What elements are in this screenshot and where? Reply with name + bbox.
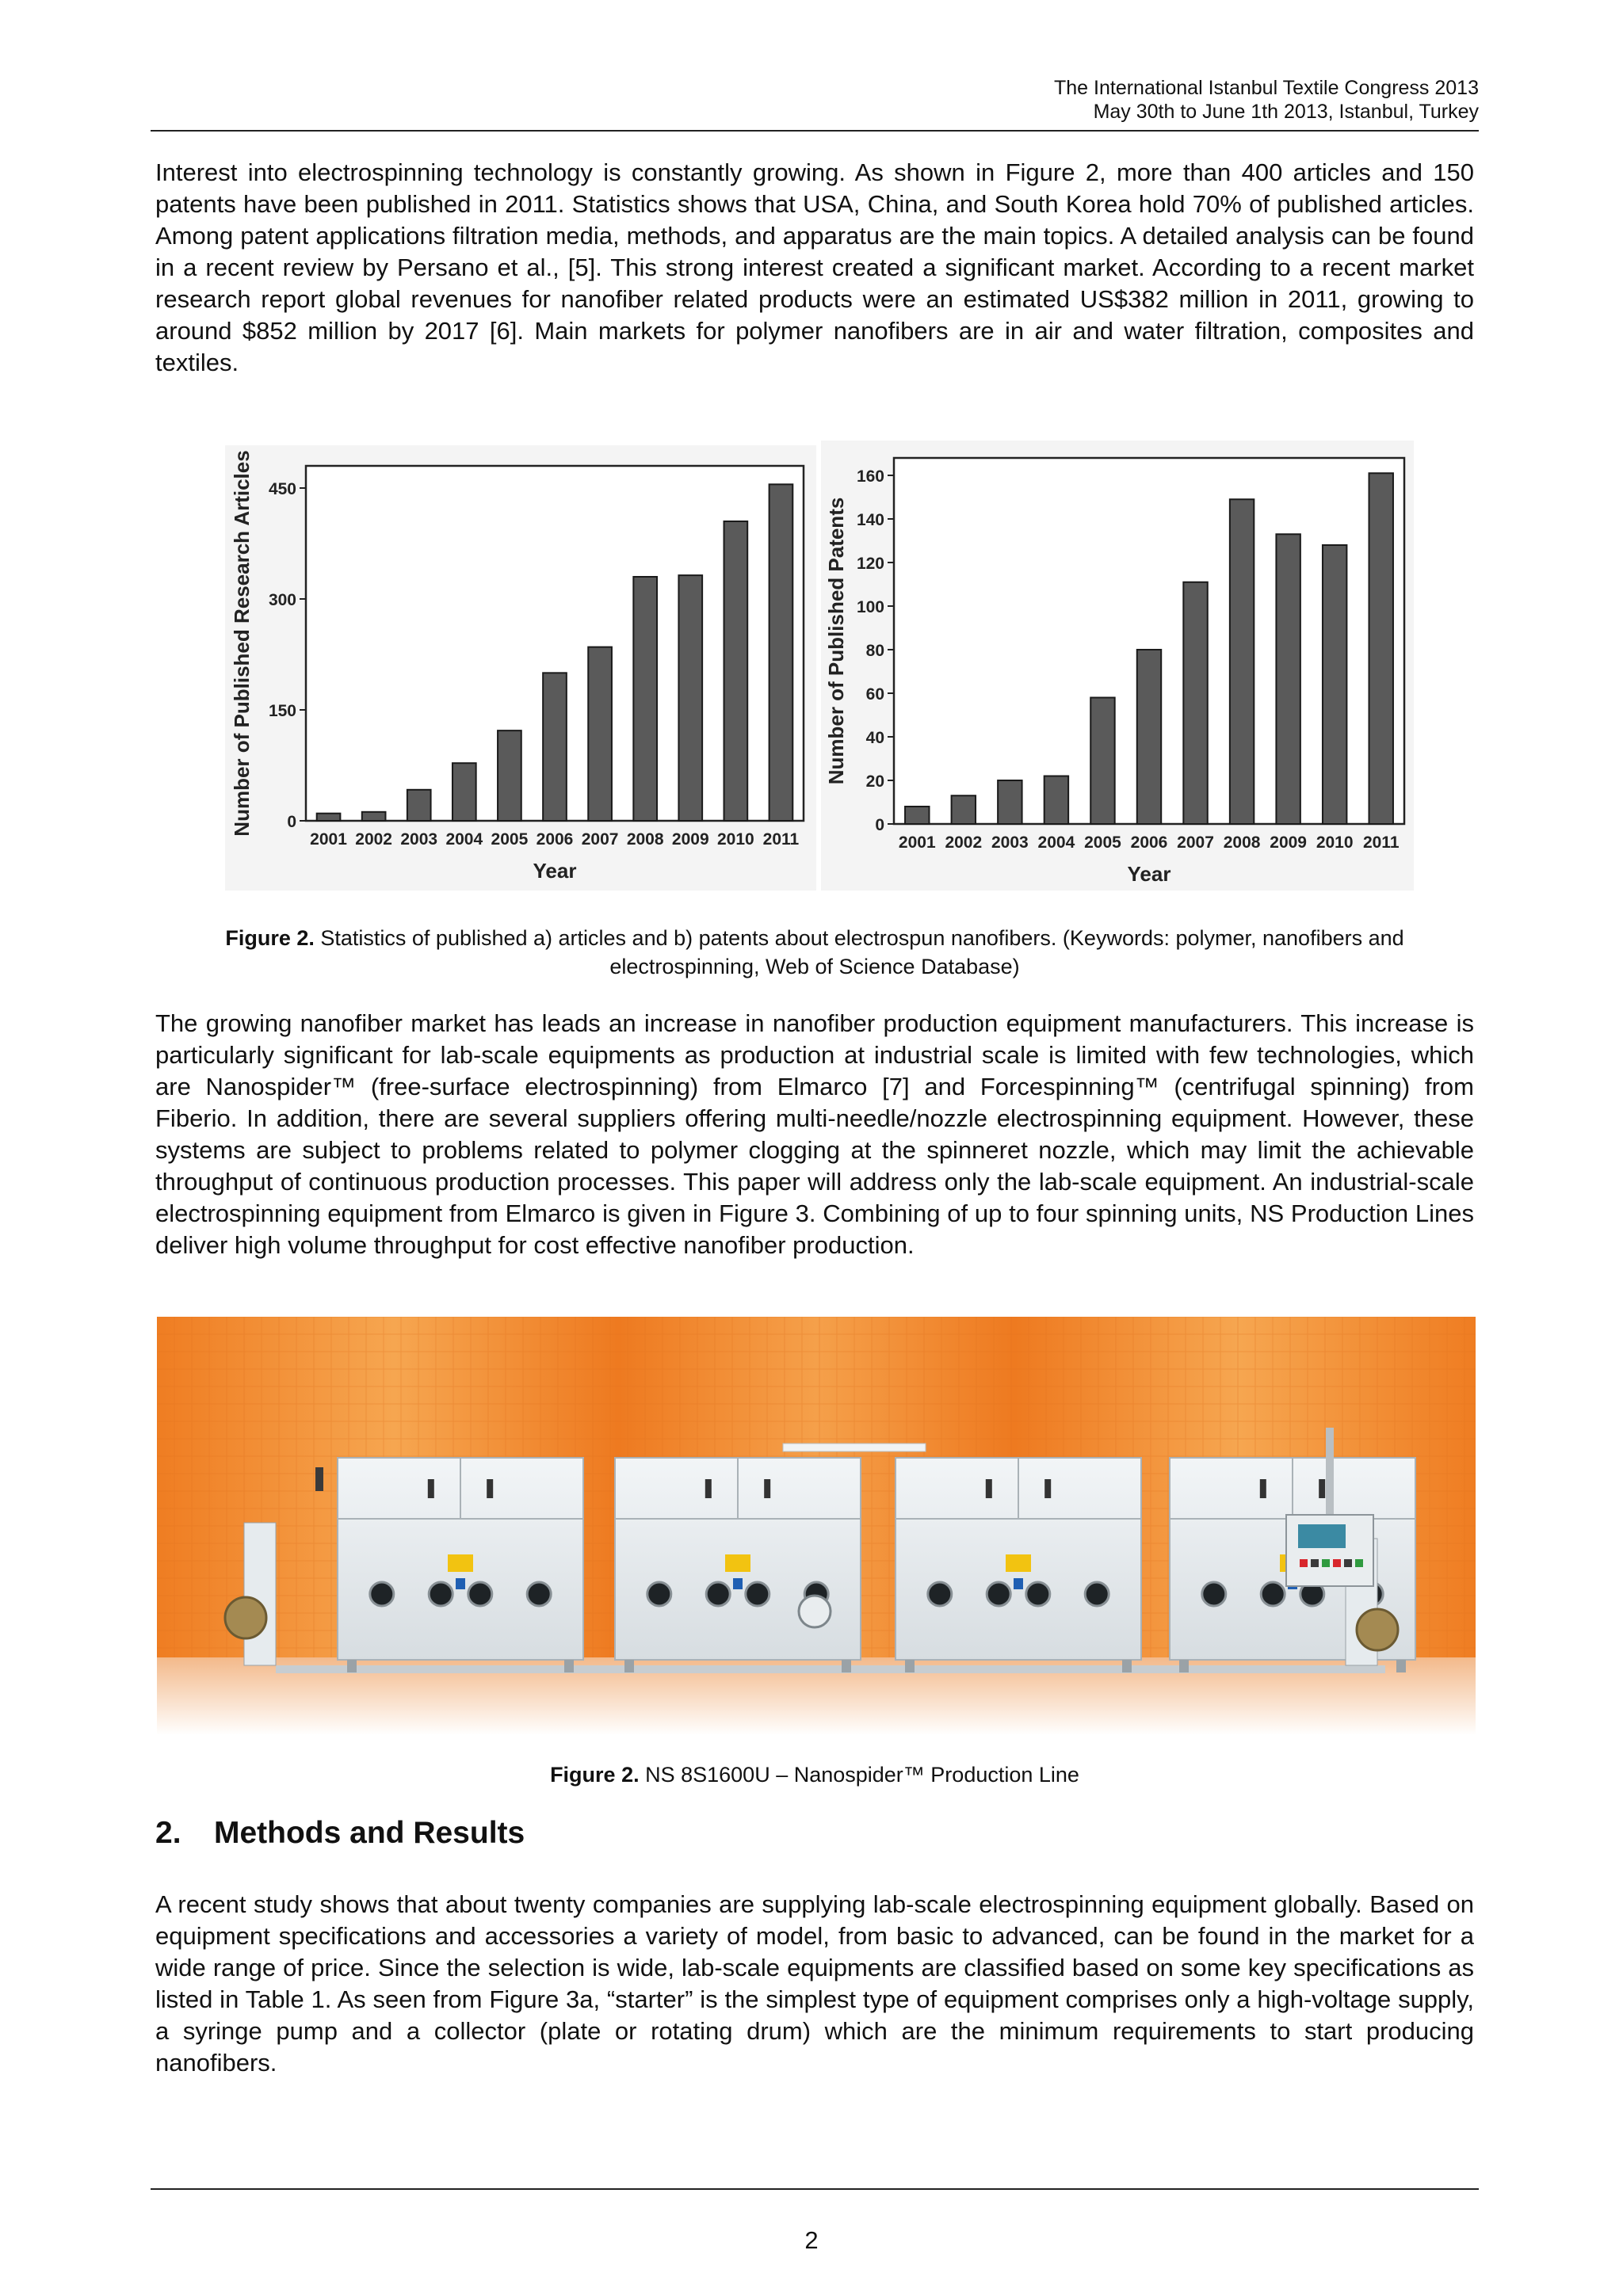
y-tick-label: 120 <box>856 555 884 573</box>
x-tick-label: 2009 <box>1270 833 1307 852</box>
door-handle <box>487 1479 493 1498</box>
unit-leg <box>842 1660 851 1672</box>
unit-leg <box>1396 1660 1406 1672</box>
x-tick-label: 2004 <box>1037 833 1075 852</box>
viewport-window <box>928 1582 952 1606</box>
y-tick-label: 300 <box>268 591 296 609</box>
x-tick-label: 2003 <box>991 833 1029 852</box>
signal-tower <box>315 1467 323 1491</box>
x-tick-label: 2010 <box>717 830 754 849</box>
bar <box>588 647 612 821</box>
material-roll <box>225 1597 266 1638</box>
control-button <box>1322 1559 1330 1567</box>
chart-patents <box>821 441 1414 891</box>
header-conference: The International Istanbul Textile Congress 2013 <box>1054 77 1479 99</box>
y-tick-label: 150 <box>268 702 296 720</box>
viewport-window <box>987 1582 1010 1606</box>
y-tick-label: 40 <box>865 729 884 747</box>
control-button <box>1333 1559 1341 1567</box>
control-button <box>1311 1559 1319 1567</box>
viewport-window <box>468 1582 492 1606</box>
section-number: 2. <box>155 1816 181 1850</box>
chart-articles <box>225 445 816 891</box>
production-line-illustration <box>157 1317 1476 1735</box>
x-tick-label: 2008 <box>1223 833 1261 852</box>
x-tick-label: 2007 <box>1177 833 1214 852</box>
bar <box>317 814 341 821</box>
header-rule <box>151 130 1479 132</box>
bar <box>362 812 386 821</box>
paragraph-intro: Interest into electrospinning technology is constantly growing. As shown in Figure 2, more than 400 articles and 150 patents have been published in 2011. Statistics shows that USA, China, and South Korea hold 70% of published articles. Among patent applications filtration media, methods, and apparatus are the main topics. A detailed analysis can be found in a recent review by Persano et al., [5]. This strong interest created a significant market. According to a recent market research report global revenues for nanofiber related products were an estimated US$382 million in 2011, growing to around $852 million by 2017 [6]. Main markets for polymer nanofibers are in air and water filtration, composites and textiles. <box>155 158 1474 376</box>
door-handle <box>1044 1479 1051 1498</box>
unit-leg <box>347 1660 357 1672</box>
production-line-photo <box>157 1317 1476 1735</box>
bar <box>905 807 929 824</box>
chart-articles-panel <box>225 445 816 891</box>
control-button <box>1355 1559 1363 1567</box>
footer-rule <box>151 2188 1479 2190</box>
caption-text: Statistics of published a) articles and b) patents about electrospun nanofibers. (Keywords: polymer, nanofibers and electrospinning, Web of Science Database) <box>314 926 1404 978</box>
x-tick-label: 2004 <box>445 830 483 849</box>
x-tick-label: 2005 <box>491 830 529 849</box>
caption-text: NS 8S1600U – Nanospider™ Production Line <box>639 1763 1079 1787</box>
control-button <box>1344 1559 1352 1567</box>
door-handle <box>705 1479 712 1498</box>
unit-leg <box>1179 1660 1189 1672</box>
y-tick-label: 80 <box>865 642 884 660</box>
unit-leg <box>1122 1660 1132 1672</box>
top-gantry <box>783 1444 926 1451</box>
caption-label: Figure 2. <box>225 926 315 950</box>
viewport-window <box>1202 1582 1226 1606</box>
x-axis-label: Year <box>1127 862 1171 886</box>
unit-leg <box>564 1660 574 1672</box>
bar <box>1230 499 1254 824</box>
x-tick-label: 2006 <box>1130 833 1168 852</box>
y-tick-label: 100 <box>856 598 884 616</box>
x-axis-label: Year <box>533 859 577 883</box>
info-label <box>1014 1578 1023 1589</box>
viewport-window <box>429 1582 453 1606</box>
page-number: 2 <box>804 2226 819 2254</box>
bar <box>998 780 1022 824</box>
warning-label <box>1006 1554 1031 1572</box>
figure-caption-production-line <box>155 1760 1474 1789</box>
unit-leg <box>905 1660 915 1672</box>
bar <box>498 730 521 821</box>
door-handle <box>1260 1479 1266 1498</box>
chart-patents-panel <box>821 441 1414 891</box>
viewport-window <box>527 1582 551 1606</box>
bar <box>1183 582 1207 824</box>
y-axis-label: Number of Published Research Articles <box>230 450 254 837</box>
section-heading <box>155 1816 525 1851</box>
x-tick-label: 2007 <box>581 830 619 849</box>
figure-caption-statistics <box>155 924 1474 981</box>
viewport-window <box>1261 1582 1285 1606</box>
paragraph-methods: A recent study shows that about twenty companies are supplying lab-scale electrospinning equipment globally. Based on equipment specifications and accessories a variety of model, from basic to advanced, can be found in the market for a wide range of price. Since the selection is wide, lab-scale equipments are classified based on some key specifications as listed in Table 1. As seen from Figure 3a, “starter” is the simplest type of equipment comprises only a high-voltage supply, a syringe pump and a collector (plate or rotating drum) which are the minimum requirements to start producing nanofibers. <box>155 1890 1474 2077</box>
viewport-window <box>647 1582 671 1606</box>
bar <box>1369 473 1393 824</box>
bar <box>1044 776 1068 825</box>
y-axis-label: Number of Published Patents <box>824 497 848 785</box>
bar <box>407 790 431 821</box>
caption-label: Figure 2. <box>550 1763 640 1787</box>
x-tick-label: 2002 <box>355 830 392 849</box>
bar <box>678 575 702 821</box>
bar <box>1276 534 1300 824</box>
viewport-window <box>370 1582 394 1606</box>
section-title: Methods and Results <box>214 1816 525 1850</box>
bar <box>1323 545 1346 824</box>
bar <box>1090 698 1114 825</box>
x-tick-label: 2001 <box>898 833 936 852</box>
bar <box>952 795 976 824</box>
unwinder-frame <box>244 1523 276 1665</box>
warning-label <box>448 1554 473 1572</box>
control-button <box>1300 1559 1308 1567</box>
x-tick-label: 2010 <box>1316 833 1354 852</box>
viewport-window <box>706 1582 730 1606</box>
header-dates: May 30th to June 1th 2013, Istanbul, Turkey <box>1093 101 1479 123</box>
y-tick-label: 160 <box>856 467 884 486</box>
bar <box>543 673 567 821</box>
door-handle <box>764 1479 770 1498</box>
viewport-window <box>746 1582 769 1606</box>
door-handle <box>1319 1479 1325 1498</box>
x-tick-label: 2011 <box>1362 833 1400 852</box>
center-reel <box>799 1596 831 1627</box>
y-tick-label: 60 <box>865 685 884 704</box>
x-tick-label: 2003 <box>400 830 438 849</box>
base-rail <box>276 1665 1385 1673</box>
bar <box>769 484 793 821</box>
y-tick-label: 140 <box>856 511 884 529</box>
bar <box>724 521 748 821</box>
x-tick-label: 2006 <box>536 830 574 849</box>
x-tick-label: 2001 <box>310 830 347 849</box>
viewport-window <box>1026 1582 1050 1606</box>
warning-label <box>725 1554 750 1572</box>
x-tick-label: 2009 <box>671 830 709 849</box>
bar <box>633 577 657 821</box>
x-tick-label: 2011 <box>762 830 800 849</box>
door-handle <box>428 1479 434 1498</box>
y-tick-label: 20 <box>865 772 884 791</box>
y-tick-label: 0 <box>287 813 296 831</box>
material-roll <box>1357 1609 1398 1650</box>
y-tick-label: 0 <box>875 816 884 834</box>
door-handle <box>986 1479 992 1498</box>
info-label <box>456 1578 465 1589</box>
paragraph-market: The growing nanofiber market has leads an increase in nanofiber production equipment manufacturers. This increase is particularly significant for lab-scale equipments as production at industrial scale is limited with few technologies, which are Nanospider™ (free-surface electrospinning) from Elmarco [7] and Forcespinning™ (centrifugal spinning) from Fiberio. In addition, there are several suppliers offering multi-needle/nozzle electrospinning equipment. However, these systems are subject to problems related to polymer clogging at the spinneret nozzle, which may limit the achievable throughput of continuous production processes. This paper will address only the lab-scale equipment. An industrial-scale electrospinning equipment from Elmarco is given in Figure 3. Combining of up to four spinning units, NS Production Lines deliver high volume throughput for cost effective nanofiber production. <box>155 1009 1474 1259</box>
x-tick-label: 2005 <box>1084 833 1121 852</box>
info-label <box>733 1578 743 1589</box>
unit-leg <box>624 1660 634 1672</box>
running-header <box>1054 76 1479 124</box>
bar <box>453 763 476 821</box>
viewport-window <box>1085 1582 1109 1606</box>
control-screen <box>1298 1524 1346 1548</box>
y-tick-label: 450 <box>268 480 296 498</box>
x-tick-label: 2002 <box>945 833 983 852</box>
bar <box>1137 650 1161 824</box>
x-tick-label: 2008 <box>626 830 664 849</box>
